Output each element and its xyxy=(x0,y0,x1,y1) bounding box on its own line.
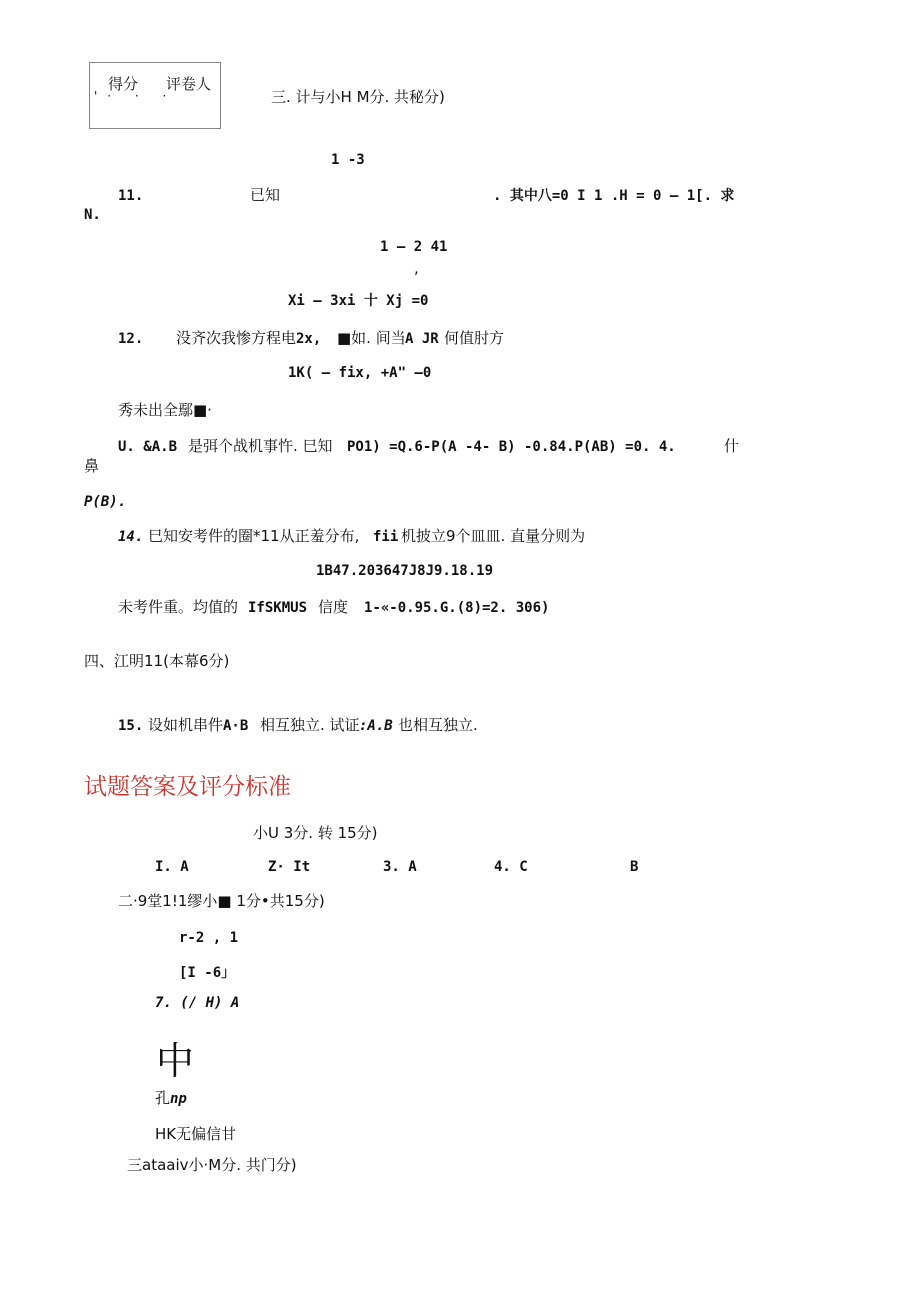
q12-text-a: 没齐次我惨方程电 xyxy=(176,329,297,347)
answers-part3-heading: 三ataaiv小·M分. 共门分) xyxy=(127,1156,297,1174)
answer-line-d1: 孔 xyxy=(155,1089,171,1107)
score-label: 得分 xyxy=(108,75,139,93)
section4-heading: 四、江明11(本幕6分) xyxy=(84,652,230,670)
answers-part1-heading: 小U 3分. 转 15分) xyxy=(253,824,378,842)
answer-item: 4. C xyxy=(494,859,528,875)
q11-text-wrap: N. xyxy=(84,207,101,223)
q14-text-e: IfSKMUS xyxy=(248,600,308,616)
q11-given: 已知 xyxy=(250,186,281,204)
q14-text-c: 机披立9个皿皿. 直量分则为 xyxy=(401,527,586,545)
answer-line-b: [I -6」 xyxy=(179,965,236,981)
q13-text-wrap: 鼻 xyxy=(84,457,100,475)
answer-item: Z· It xyxy=(268,859,311,875)
q11-comma: , xyxy=(414,259,419,277)
q15-text-c: 相互独立. 试证 xyxy=(260,716,360,734)
answer-line-c: 7. (/ H) A xyxy=(155,995,240,1011)
score-box-dots: '· · · xyxy=(94,89,177,103)
q13-text-d: 什 xyxy=(724,437,740,455)
answer-line-d2: np xyxy=(170,1091,187,1107)
answers-title: 试题答案及评分标准 xyxy=(84,774,291,800)
q14-text-f: 信度 xyxy=(318,598,349,616)
q15-text-d: :A.B xyxy=(359,718,393,734)
q13-line2: P(B). xyxy=(84,494,127,510)
q11-number: 11. xyxy=(118,188,144,204)
q15-text-e: 也相互独立. xyxy=(398,716,478,734)
q13-text-a: U. &A.B xyxy=(118,439,178,455)
answer-item: I. A xyxy=(155,859,189,875)
q13-text-c: PO1) =Q.6-P(A -4- B) -0.84.P(AB) =0. 4. xyxy=(347,439,676,455)
q11-matrix-top: 1 -3 xyxy=(331,152,365,168)
answer-item: B xyxy=(630,859,639,875)
q14-text-b: fii xyxy=(373,529,399,545)
q12-text-c: ■如. 间当 xyxy=(337,329,406,347)
q14-text-g: 1-«-0.95.G.(8)=2. 306) xyxy=(364,600,550,616)
answers-part2-heading: 二·9堂1!1缪小■ 1分•共15分) xyxy=(118,892,325,910)
q14-text-d: 未考件重。均值的 xyxy=(118,598,239,616)
q14-data-line: 1B47.203647J8J9.18.19 xyxy=(316,563,494,579)
q12-text-d: A JR xyxy=(405,331,439,347)
q11-matrix-bottom: 1 — 2 41 xyxy=(380,239,448,255)
q14-number: 14. xyxy=(118,529,144,545)
q12-number: 12. xyxy=(118,331,144,347)
section3-heading: 三. 计与小H M分. 共秘分) xyxy=(271,88,445,106)
q14-text-a: 巳知安考件的圈*11从正羞分布, xyxy=(148,527,360,545)
q12-text-e: 何值肘方 xyxy=(444,329,505,347)
q15-text-a: 设如机串件 xyxy=(148,716,224,734)
q13-text-b: 是弭个战机事忤. 巳知 xyxy=(188,437,333,455)
q12-text-b: 2x, xyxy=(296,331,322,347)
q12-line3: 秀未出全鄢■· xyxy=(118,401,212,419)
score-box xyxy=(89,62,221,129)
q15-text-b: A·B xyxy=(223,718,249,734)
answer-big-char: 中 xyxy=(156,1039,195,1083)
q12-equation: 1K( — fix, +A" —0 xyxy=(288,365,432,381)
q11-equation: Xi — 3xi 十 Xj =0 xyxy=(288,293,429,309)
grader-label: 评卷人 xyxy=(166,75,212,93)
q15-number: 15. xyxy=(118,718,144,734)
answer-line-a: r-2 , 1 xyxy=(179,930,239,946)
q11-text-right: . 其中八=0 I 1 .H = 0 — 1[. 求 xyxy=(493,188,735,204)
answer-item: 3. A xyxy=(383,859,417,875)
answer-line-e: HK无偏信甘 xyxy=(155,1125,237,1143)
